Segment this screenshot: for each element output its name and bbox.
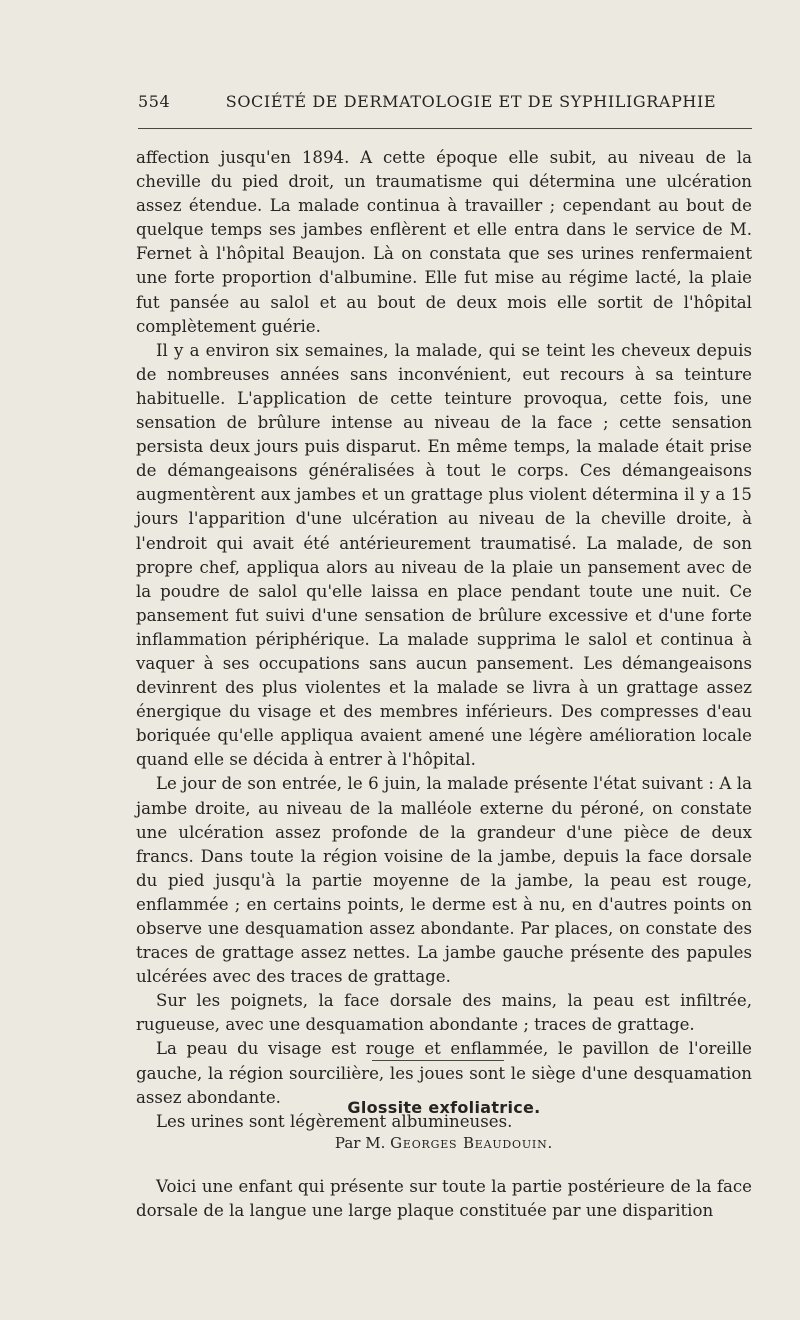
body-text <box>136 146 752 1134</box>
paragraph: La peau du visage est rouge et enflammée, le pavillon de l'oreille gauche, la région sourcilière, les joues sont le siège d'une desquamation assez abondante. <box>136 1039 752 1107</box>
section-title: Glossite exfoliatrice. <box>347 1098 541 1117</box>
section-divider <box>372 1060 504 1061</box>
section-body <box>136 1175 752 1223</box>
page-header <box>138 92 754 111</box>
paragraph: Voici une enfant qui présente sur toute la partie postérieure de la face dorsale de la langue une large plaque constituée par une disparition <box>136 1177 752 1221</box>
page-number: 554 <box>138 92 171 111</box>
byline-prefix: Par M. <box>334 1134 386 1152</box>
byline <box>136 1134 752 1152</box>
header-rule <box>138 128 752 129</box>
paragraph-continuation: affection jusqu'en 1894. A cette époque elle subit, au niveau de la cheville du pied droit, un traumatisme qui détermina une ulcération assez étendue. La malade continua à travailler ; cependant au bout de quelque temps ses jambes enflèrent et elle entra dans le service de M. Fernet à l'hôpital Beaujon. Là on constata que ses urines renfermaient une forte proportion d'albumine. Elle fut mise au régime lacté, la plaie fut pansée au salol et au bout de deux mois elle sortit de l'hôpital complètement guérie. <box>136 148 752 336</box>
paragraph: Le jour de son entrée, le 6 juin, la malade présente l'état suivant : A la jambe droite, au niveau de la malléole externe du péroné, on constate une ulcération assez profonde de la grandeur d'une pièce de deux francs. Dans toute la région voisine de la jambe, depuis la face dorsale du pied jusqu'à la partie moyenne de la jambe, la peau est rouge, enflammée ; en certains points, le derme est à nu, en d'autres points on observe une desquamation assez abondante. Par places, on constate des traces de grattage assez nettes. La jambe gauche présente des papules ulcérées avec des traces de grattage. <box>136 774 752 987</box>
paragraph: Les urines sont légèrement albumineuses. <box>156 1111 513 1131</box>
paragraph: Il y a environ six semaines, la malade, qui se teint les cheveux depuis de nombreuses années sans inconvénient, eut recours à sa teinture habituelle. L'application de cette teinture provoqua, cette fois, une sensation de brûlure intense au niveau de la face ; cette sensation persista deux jours puis disparut. En même temps, la malade était prise de démangeaisons généralisées à tout le corps. Ces démangeaisons augmentèrent aux jambes et un grattage plus violent détermina il y a 15 jours l'apparition d'une ulcération au niveau de la cheville droite, à l'endroit qui avait été antérieurement traumatisé. La malade, de son propre chef, appliqua alors au niveau de la plaie un pansement avec de la poudre de salol qu'elle laissa en place pendant toute une nuit. Ce pansement fut suivi d'une sensation de brûlure excessive et d'une forte inflammation périphérique. La malade supprima le salol et continua à vaquer à ses occupations sans aucun pansement. Les démangeaisons devinrent des plus violentes et la malade se livra à un grattage assez énergique du visage et des membres inférieurs. Des compresses d'eau boriquée qu'elle appliqua avaient amené une légère amélioration locale quand elle se décida à entrer à l'hôpital. <box>136 340 752 770</box>
paragraph: Sur les poignets, la face dorsale des mains, la peau est infiltrée, rugueuse, avec une desquamation abondante ; traces de grattage. <box>136 991 752 1035</box>
author-name: Georges Beaudouin. <box>390 1134 554 1152</box>
running-title: SOCIÉTÉ DE DERMATOLOGIE ET DE SYPHILIGRAPHIE <box>225 92 717 111</box>
